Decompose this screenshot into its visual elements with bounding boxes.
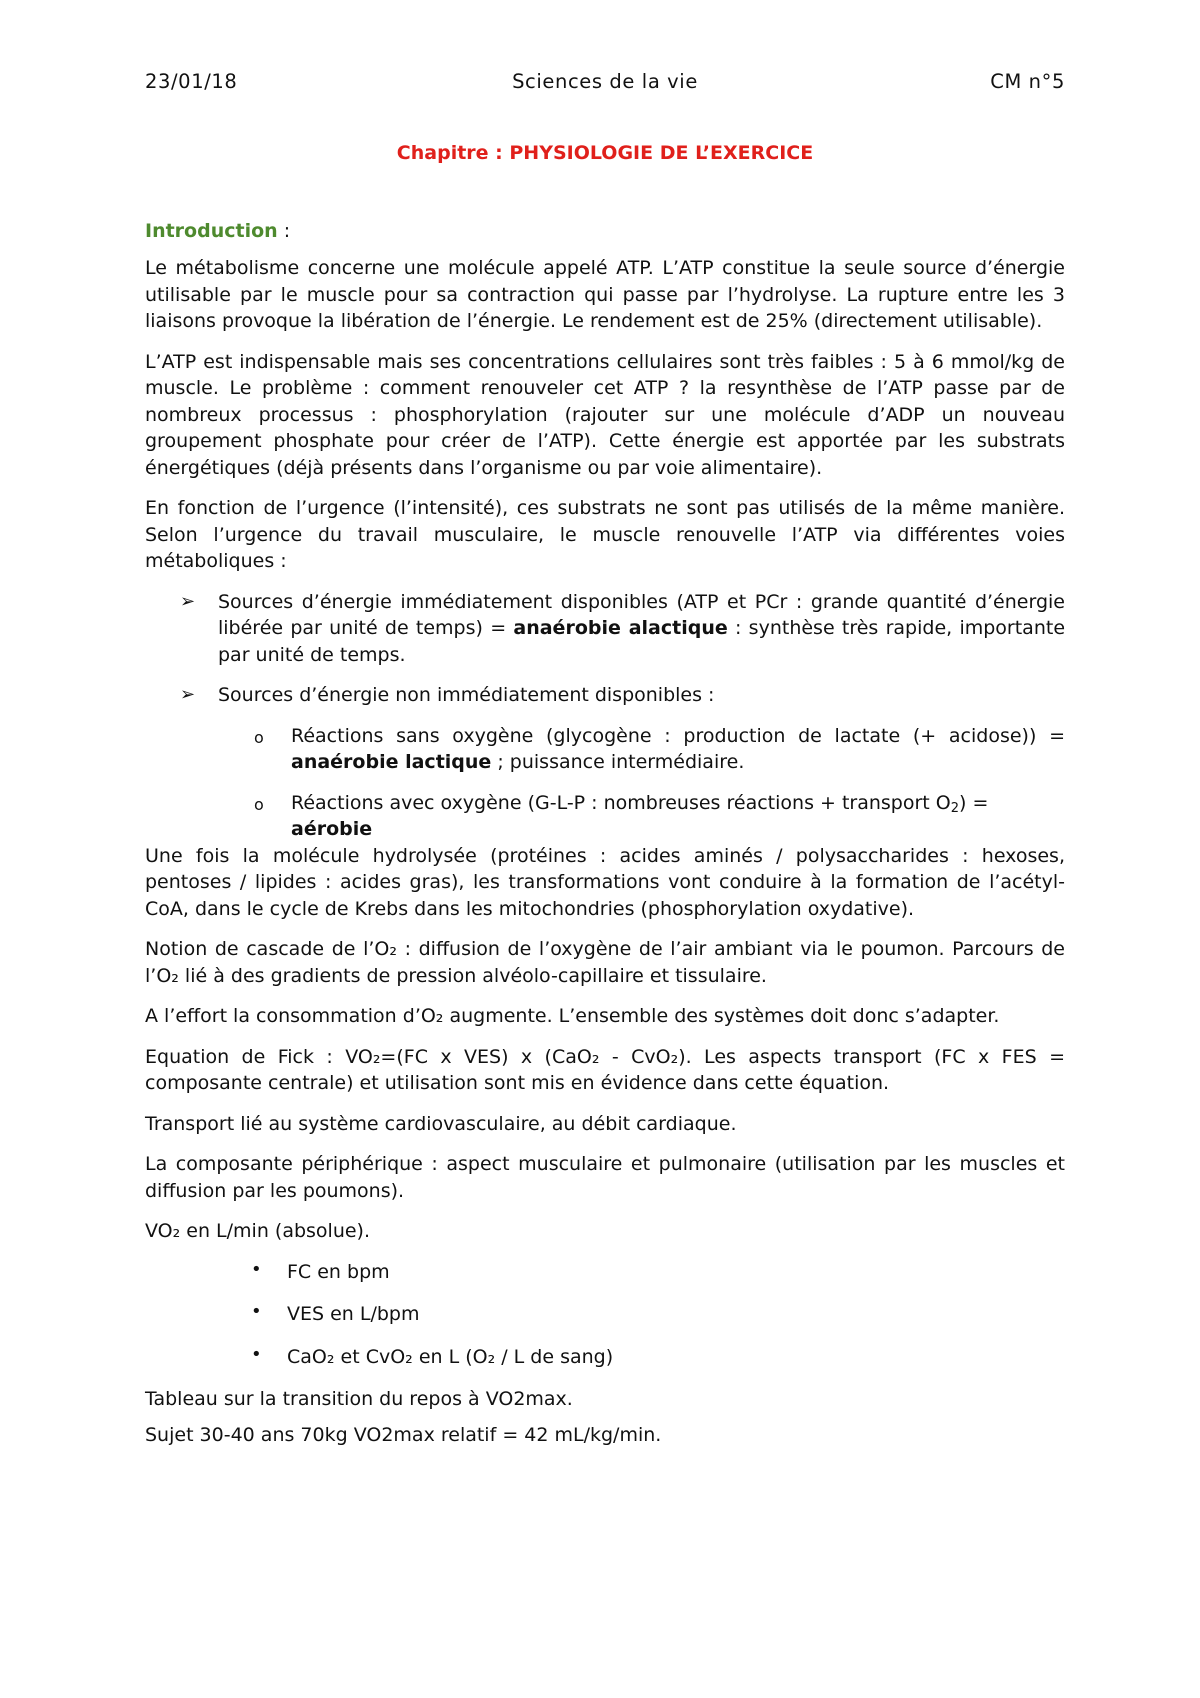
list-item-bold-term: anaérobie alactique — [513, 617, 728, 639]
arrow-bullet-icon: ➢ — [180, 590, 196, 612]
paragraph-o2-consumption: A l’effort la consommation d’O₂ augmente. L’ensemble des systèmes doit donc s’adapter. — [145, 1005, 1000, 1027]
dot-bullet-icon: • — [251, 1343, 262, 1365]
header-subject: Sciences de la vie — [512, 70, 698, 93]
paragraph-vo2-units: VO₂ en L/min (absolue). — [145, 1220, 371, 1242]
list-item-text-before: Réactions avec oxygène (G-L-P : nombreuses réactions + transport O — [291, 791, 951, 814]
list-item-bold-term: aérobie — [291, 818, 373, 840]
circle-bullet-icon: o — [254, 794, 264, 814]
list-item-text-before: Sources d’énergie immédiatement disponibles (ATP et PCr : grande quantité d’énergie libérée par unité de temps) = — [218, 590, 1065, 639]
circle-bullet-icon: o — [254, 727, 264, 747]
list-item-bold-term: anaérobie lactique — [291, 751, 492, 773]
units-list — [145, 1259, 1065, 1371]
section-heading-introduction — [145, 218, 1065, 245]
list-item-text-before: Réactions sans oxygène (glycogène : production de lactate (+ acidose)) = — [291, 724, 1065, 747]
paragraph-transport: Transport lié au système cardiovasculaire, au débit cardiaque. — [145, 1112, 737, 1135]
list-item-text: VES en L/bpm — [287, 1303, 420, 1325]
list-item-text-after: ; puissance intermédiaire. — [491, 751, 745, 773]
paragraph-hydrolysis: Une fois la molécule hydrolysée (protéines : acides aminés / polysaccharides : hexoses, pentoses / lipides : acides gras), les transformations vont conduire à la formation de l’acétyl-CoA, dans le cycle de Krebs dans les mitochondries (phosphorylation oxydative). — [145, 844, 1065, 920]
paragraph-transition-table: Tableau sur la transition du repos à VO2max. — [145, 1388, 573, 1410]
list-item-text: FC en bpm — [287, 1260, 390, 1283]
header-date: 23/01/18 — [145, 70, 238, 93]
list-item-text: CaO₂ et CvO₂ en L (O₂ / L de sang) — [287, 1345, 614, 1368]
paragraph-o2-cascade: Notion de cascade de l’O₂ : diffusion de l’oxygène de l’air ambiant via le poumon. Parcours de l’O₂ lié à des gradients de pression alvéolo-capillaire et tissulaire. — [145, 938, 1065, 987]
list-item-aerobic-reactions — [254, 790, 1065, 843]
list-item-immediate-sources — [180, 589, 1066, 669]
paragraph-atp-resynthesis: L’ATP est indispensable mais ses concentrations cellulaires sont très faibles : 5 à 6 mmol/kg de muscle. Le problème : comment renouveler cet ATP ? la resynthèse de l’ATP passe par de nombreux processus : phosphorylation (rajouter sur une molécule d’ADP un nouveau groupement phosphate pour créer de l’ATP). Cette énergie est apportée par les substrats énergétiques (déjà présents dans l’organisme ou par voie alimentaire). — [145, 350, 1065, 479]
list-item-text: Sources d’énergie non immédiatement disponibles : — [218, 684, 715, 706]
list-item-non-immediate-sources — [180, 682, 1065, 843]
section-heading-label: Introduction — [145, 219, 278, 242]
document-body — [145, 140, 1065, 1462]
page-header — [145, 70, 1065, 98]
paragraph-atp-definition: Le métabolisme concerne une molécule appelé ATP. L’ATP constitue la seule source d’énergie utilisable par le muscle pour sa contraction qui passe par l’hydrolyse. La rupture entre les 3 liaisons provoque la libération de l’énergie. Le rendement est de 25% (directement utilisable). — [145, 257, 1065, 332]
energy-sources-list — [145, 589, 1065, 843]
list-item-text-after: : synthèse très rapide, importante par unité de temps. — [218, 617, 1066, 666]
header-course: CM n°5 — [990, 70, 1065, 93]
paragraph-subject-vo2max: Sujet 30-40 ans 70kg VO2max relatif = 42 mL/kg/min. — [145, 1423, 662, 1446]
chapter-title: Chapitre : PHYSIOLOGIE DE L’EXERCICE — [396, 142, 814, 164]
list-item-ves-unit — [251, 1301, 1065, 1328]
dot-bullet-icon: • — [251, 1258, 262, 1280]
list-item-cao2-unit — [251, 1343, 1065, 1371]
list-item-fc-unit — [251, 1258, 1065, 1286]
section-heading-colon: : — [277, 219, 291, 242]
paragraph-peripheral-component: La composante périphérique : aspect musculaire et pulmonaire (utilisation par les muscles et diffusion par les poumons). — [145, 1153, 1065, 1202]
paragraph-fick-equation: Equation de Fick : VO₂=(FC x VES) x (CaO₂ - CvO₂). Les aspects transport (FC x FES = composante centrale) et utilisation sont mis en évidence dans cette équation. — [145, 1045, 1065, 1094]
subscript: 2 — [950, 800, 960, 816]
paragraph-metabolic-pathways: En fonction de l’urgence (l’intensité), ces substrats ne sont pas utilisés de la même manière. Selon l’urgence du travail musculaire, le muscle renouvelle l’ATP via différentes voies métaboliques : — [145, 497, 1065, 572]
reaction-types-list — [218, 723, 1065, 843]
dot-bullet-icon: • — [251, 1301, 262, 1322]
list-item-text-after: ) = — [959, 791, 989, 814]
list-item-anaerobic-reactions — [254, 723, 1065, 776]
arrow-bullet-icon: ➢ — [180, 684, 196, 705]
